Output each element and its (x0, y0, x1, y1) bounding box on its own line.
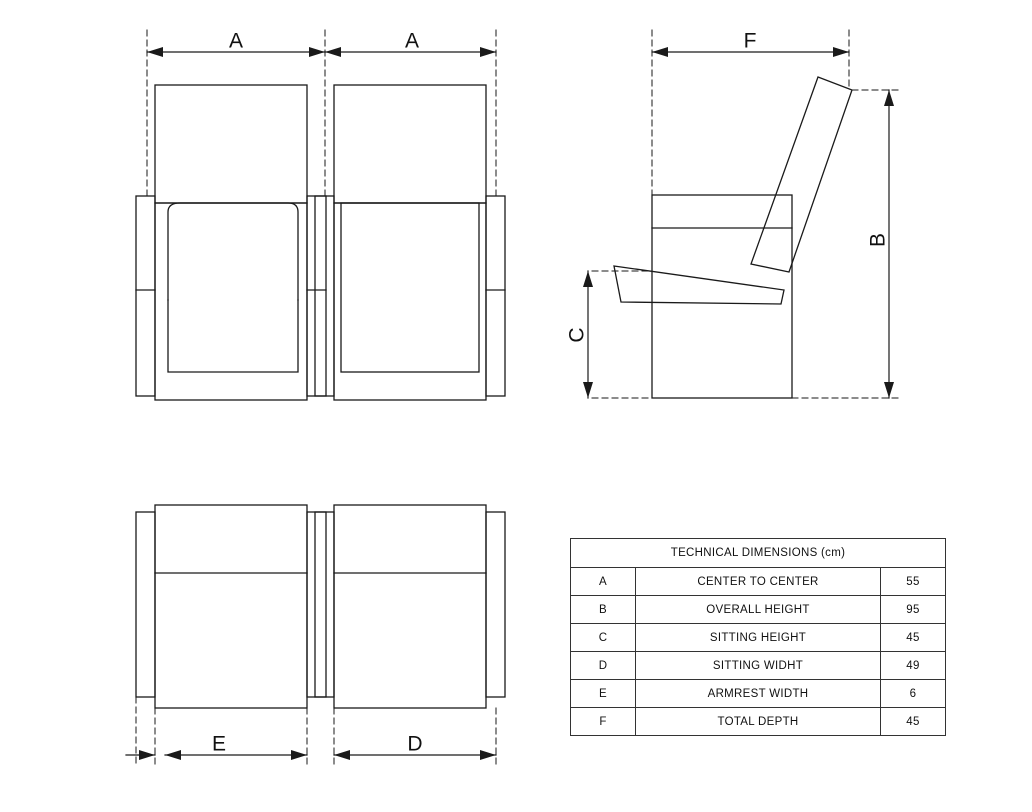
dimension-label-b: B (866, 232, 890, 248)
row-key: F (571, 708, 636, 736)
row-description: SITTING WIDHT (636, 652, 881, 680)
row-value: 45 (881, 708, 946, 736)
row-description: SITTING HEIGHT (636, 624, 881, 652)
table-row (571, 680, 946, 708)
table-row (571, 596, 946, 624)
row-value: 49 (881, 652, 946, 680)
technical-dimensions-table (570, 538, 946, 736)
row-key: D (571, 652, 636, 680)
top-view-geometry (126, 505, 505, 765)
row-value: 95 (881, 596, 946, 624)
row-key: C (571, 624, 636, 652)
dimension-label-a-right: A (404, 29, 420, 53)
table-header (571, 539, 946, 568)
row-description: TOTAL DEPTH (636, 708, 881, 736)
dimension-label-c: C (565, 327, 589, 343)
row-key: A (571, 568, 636, 596)
row-value: 6 (881, 680, 946, 708)
dimension-label-f: F (743, 29, 757, 53)
table-body (571, 568, 946, 736)
table-title: TECHNICAL DIMENSIONS (cm) (571, 539, 946, 568)
table-title-row (571, 539, 946, 568)
dimension-label-e: E (211, 732, 227, 756)
row-value: 55 (881, 568, 946, 596)
table-row (571, 652, 946, 680)
row-key: B (571, 596, 636, 624)
row-description: CENTER TO CENTER (636, 568, 881, 596)
side-view-geometry (583, 30, 902, 398)
dimension-label-d: D (407, 732, 423, 756)
row-value: 45 (881, 624, 946, 652)
row-key: E (571, 680, 636, 708)
row-description: ARMREST WIDTH (636, 680, 881, 708)
table-row (571, 708, 946, 736)
front-view-geometry (136, 30, 505, 400)
dimension-label-a-left: A (228, 29, 244, 53)
row-description: OVERALL HEIGHT (636, 596, 881, 624)
table-row (571, 568, 946, 596)
table-row (571, 624, 946, 652)
